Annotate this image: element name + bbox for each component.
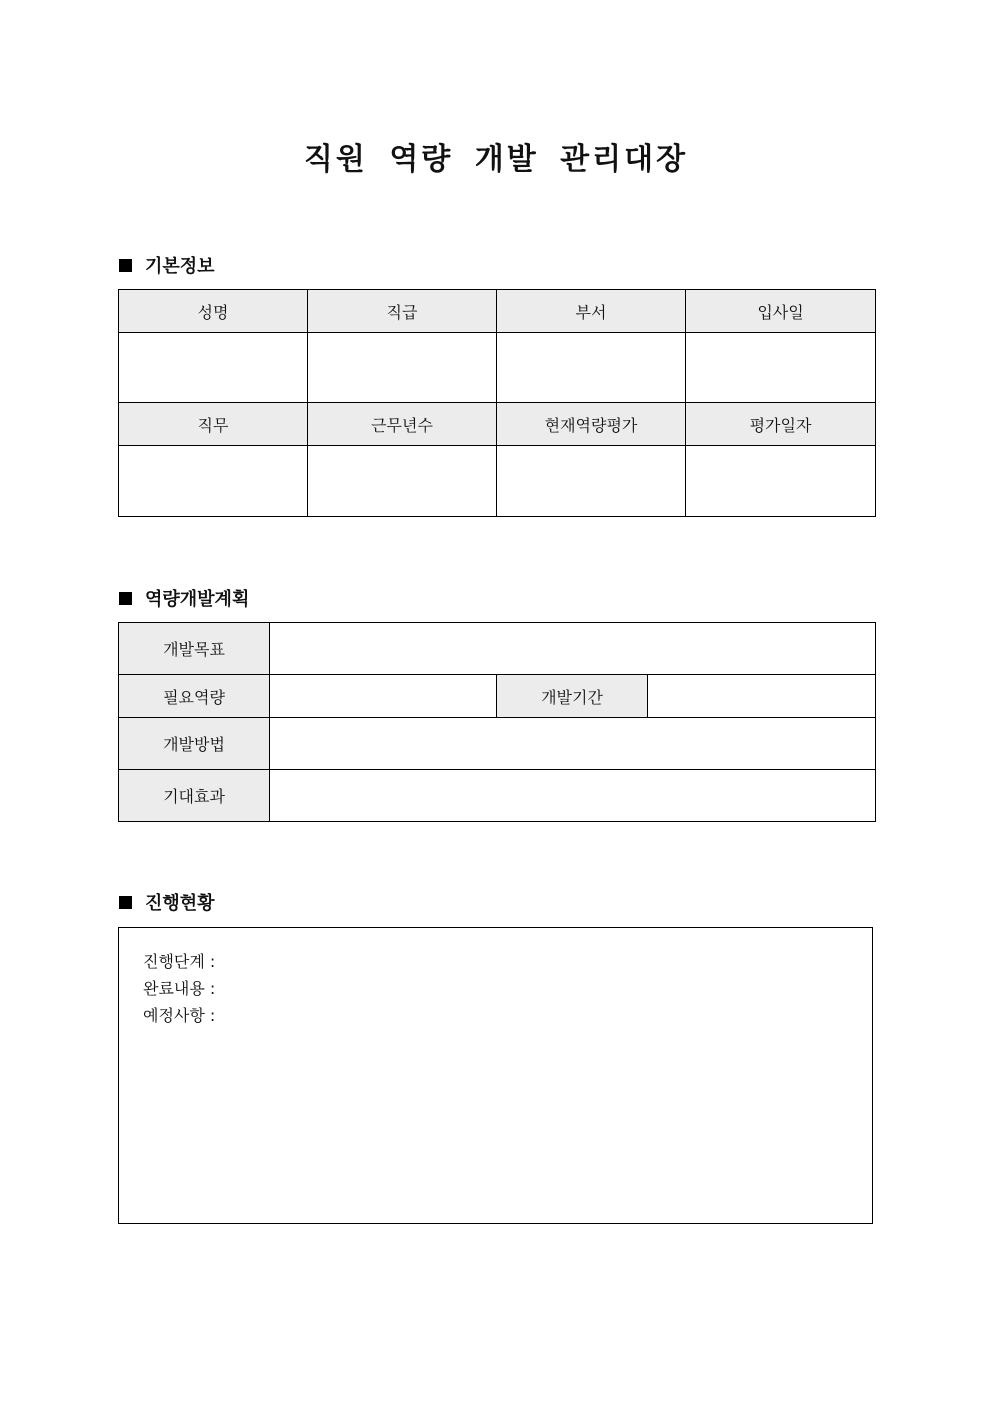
job-value-cell[interactable] [119, 446, 308, 517]
hire-date-header: 입사일 [686, 290, 876, 333]
planned-items-line: 예정사항 : [143, 1006, 216, 1025]
goal-value-cell[interactable] [270, 623, 876, 675]
progress-section-heading [119, 890, 215, 914]
development-period-label: 개발기간 [497, 675, 648, 718]
completed-content-line: 완료내용 : [143, 979, 216, 998]
current-evaluation-header: 현재역량평가 [497, 403, 686, 446]
name-value-cell[interactable] [119, 333, 308, 403]
square-bullet-icon [119, 592, 132, 605]
progress-heading-label: 진행현황 [145, 893, 215, 914]
table-row [119, 675, 876, 718]
hire-date-value-cell[interactable] [686, 333, 876, 403]
table-row [119, 403, 876, 446]
required-competency-label: 필요역량 [119, 675, 270, 718]
current-evaluation-value-cell[interactable] [497, 446, 686, 517]
page-title: 직원 역량 개발 관리대장 [303, 142, 689, 177]
development-plan-table [118, 622, 876, 822]
basic-info-section-heading [119, 253, 215, 277]
department-header: 부서 [497, 290, 686, 333]
goal-label: 개발목표 [119, 623, 270, 675]
development-period-value-cell[interactable] [648, 675, 876, 718]
expected-effect-value-cell[interactable] [270, 770, 876, 822]
job-header: 직무 [119, 403, 308, 446]
square-bullet-icon [119, 896, 132, 909]
table-row [119, 290, 876, 333]
method-label: 개발방법 [119, 718, 270, 770]
table-row [119, 718, 876, 770]
square-bullet-icon [119, 259, 132, 272]
name-header: 성명 [119, 290, 308, 333]
evaluation-date-value-cell[interactable] [686, 446, 876, 517]
years-of-service-value-cell[interactable] [308, 446, 497, 517]
development-plan-heading-label: 역량개발계획 [145, 589, 250, 610]
years-of-service-header: 근무년수 [308, 403, 497, 446]
position-header: 직급 [308, 290, 497, 333]
basic-info-table [118, 289, 876, 517]
evaluation-date-header: 평가일자 [686, 403, 876, 446]
table-row [119, 446, 876, 517]
required-competency-value-cell[interactable] [270, 675, 497, 718]
development-plan-section-heading [119, 586, 249, 610]
table-row [119, 623, 876, 675]
progress-stage-line: 진행단계 : [143, 952, 216, 971]
expected-effect-label: 기대효과 [119, 770, 270, 822]
department-value-cell[interactable] [497, 333, 686, 403]
method-value-cell[interactable] [270, 718, 876, 770]
progress-box[interactable] [118, 927, 873, 1224]
table-row [119, 770, 876, 822]
table-row [119, 333, 876, 403]
basic-info-heading-label: 기본정보 [145, 256, 215, 277]
position-value-cell[interactable] [308, 333, 497, 403]
